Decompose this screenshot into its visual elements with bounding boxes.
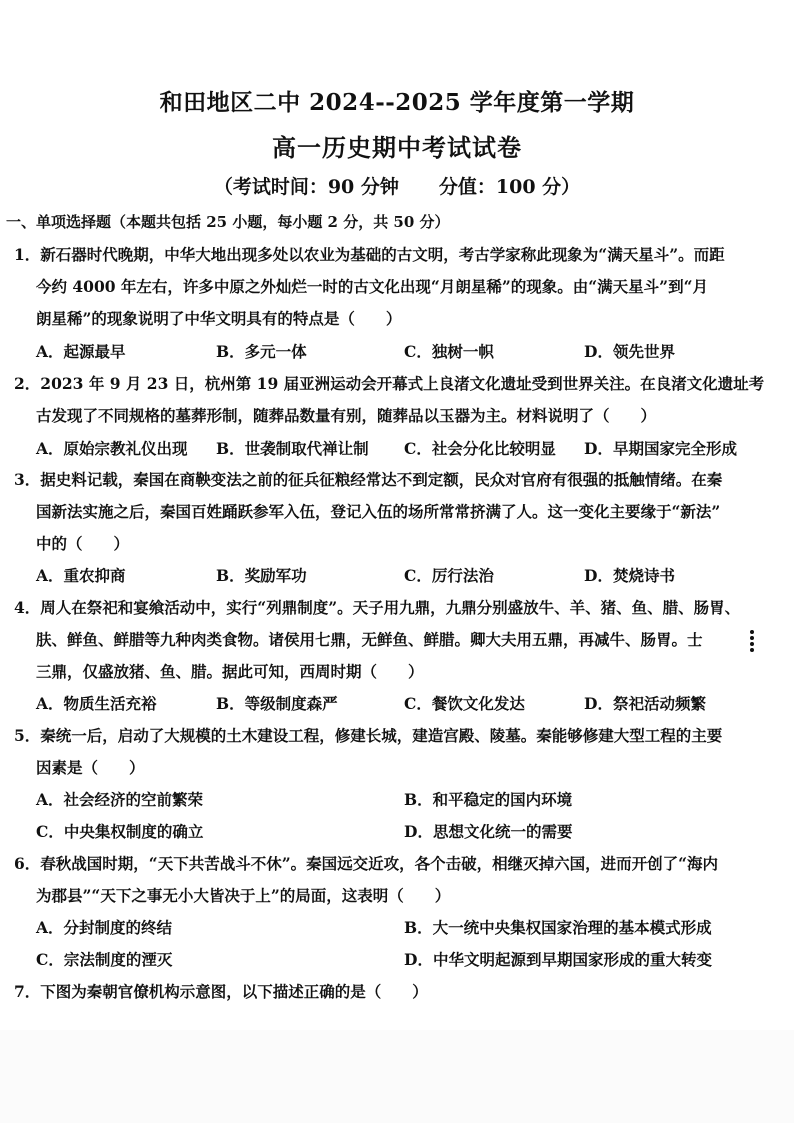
exam-title-school-term: 和田地区二中 2024--2025 学年度第一学期	[159, 89, 635, 116]
question-5-option-d: D．思想文化统一的需要	[404, 822, 573, 841]
exam-title-subject: 高一历史期中考试试卷	[272, 133, 522, 162]
exam-score: 分值：100 分）	[438, 176, 581, 198]
question-2-option-a: A．原始宗教礼仪出现	[36, 439, 188, 458]
question-1-line-2: 今约 4000 年左右，许多中原之外灿烂一时的古文化出现“月朗星稀”的现象。由“满天星斗”到“月	[36, 277, 709, 296]
exam-time-score	[0, 172, 794, 199]
question-6-option-b: B．大一统中央集权国家治理的基本模式形成	[404, 918, 712, 937]
question-4-line-3: 三鼎，仅盛放猪、鱼、腊。据此可知，西周时期（ ）	[36, 662, 424, 681]
question-3-option-d: D．焚烧诗书	[584, 566, 675, 585]
question-2-line-2: 古发现了不同规格的墓葬形制，随葬品数量有别，随葬品以玉器为主。材料说明了（ ）	[36, 406, 657, 425]
question-5-option-b: B．和平稳定的国内环境	[404, 790, 573, 809]
question-3-option-a: A．重农抑商	[36, 566, 126, 585]
question-5-line-2: 因素是（ ）	[36, 758, 145, 777]
question-6-option-a: A．分封制度的终结	[36, 918, 173, 937]
question-3-line-2: 国新法实施之后，秦国百姓踊跃参军入伍，登记入伍的场所常常挤满了人。这一变化主要缘于“新法”	[36, 502, 721, 521]
question-2-line-1: 2．2023 年 9 月 23 日，杭州第 19 届亚洲运动会开幕式上良渚文化遗址受到世界关注。在良渚文化遗址考	[14, 374, 765, 393]
question-4-option-b: B．等级制度森严	[216, 694, 338, 713]
question-3-line-3: 中的（ ）	[36, 534, 130, 553]
question-3-option-b: B．奖励军功	[216, 566, 307, 585]
question-1-line-1: 1．新石器时代晚期，中华大地出现多处以农业为基础的古文明，考古学家称此现象为“满天星斗”。而距	[14, 245, 725, 264]
question-1-option-c: C．独树一帜	[404, 342, 494, 361]
question-6-option-c: C．宗法制度的湮灭	[36, 950, 173, 969]
question-2-option-c: C．社会分化比较明显	[404, 439, 556, 458]
question-2-option-b: B．世袭制取代禅让制	[216, 439, 369, 458]
question-4-option-c: C．餐饮文化发达	[404, 694, 525, 713]
question-1-option-b: B．多元一体	[216, 342, 307, 361]
section-heading: 一、单项选择题（本题共包括 25 小题，每小题 2 分，共 50 分）	[6, 213, 450, 231]
question-4-option-a: A．物质生活充裕	[36, 694, 157, 713]
question-1-option-d: D．领先世界	[584, 342, 675, 361]
question-6-line-2: 为郡县”“天下之事无小大皆决于上”的局面，这表明（ ）	[36, 886, 451, 905]
question-2-option-d: D．早期国家完全形成	[584, 439, 737, 458]
question-3-line-1: 3．据史料记载，秦国在商鞅变法之前的征兵征粮经常达不到定额，民众对官府有很强的抵触情绪。在秦	[14, 470, 723, 489]
question-6-line-1: 6．春秋战国时期，“天下共苦战斗不休”。秦国远交近攻，各个击破，相继灭掉六国，进而开创了“海内	[14, 854, 719, 873]
question-6-option-d: D．中华文明起源到早期国家形成的重大转变	[404, 950, 712, 969]
scan-dots-icon	[745, 628, 759, 654]
question-1-option-a: A．起源最早	[36, 342, 126, 361]
question-4-line-1: 4．周人在祭祀和宴飨活动中，实行“列鼎制度”。天子用九鼎，九鼎分别盛放牛、羊、猪、鱼、腊、肠胃、	[14, 598, 741, 617]
question-7-line-1: 7．下图为秦朝官僚机构示意图，以下描述正确的是（ ）	[14, 982, 428, 1001]
question-4-line-2: 肤、鲜鱼、鲜腊等九种肉类食物。诸侯用七鼎，无鲜鱼、鲜腊。卿大夫用五鼎，再减牛、肠胃。士	[36, 630, 703, 649]
question-5-option-c: C．中央集权制度的确立	[36, 822, 204, 841]
question-5-option-a: A．社会经济的空前繁荣	[36, 790, 204, 809]
question-3-option-c: C．厉行法治	[404, 566, 494, 585]
question-4-option-d: D．祭祀活动频繁	[584, 694, 706, 713]
question-1-line-3: 朗星稀”的现象说明了中华文明具有的特点是（ ）	[36, 309, 402, 328]
question-5-line-1: 5．秦统一后，启动了大规模的土木建设工程，修建长城，建造宫殿、陵墓。秦能够修建大型工程的主要	[14, 726, 723, 745]
page-bottom-margin	[0, 1030, 794, 1123]
exam-time: （考试时间：90 分钟	[213, 176, 399, 198]
